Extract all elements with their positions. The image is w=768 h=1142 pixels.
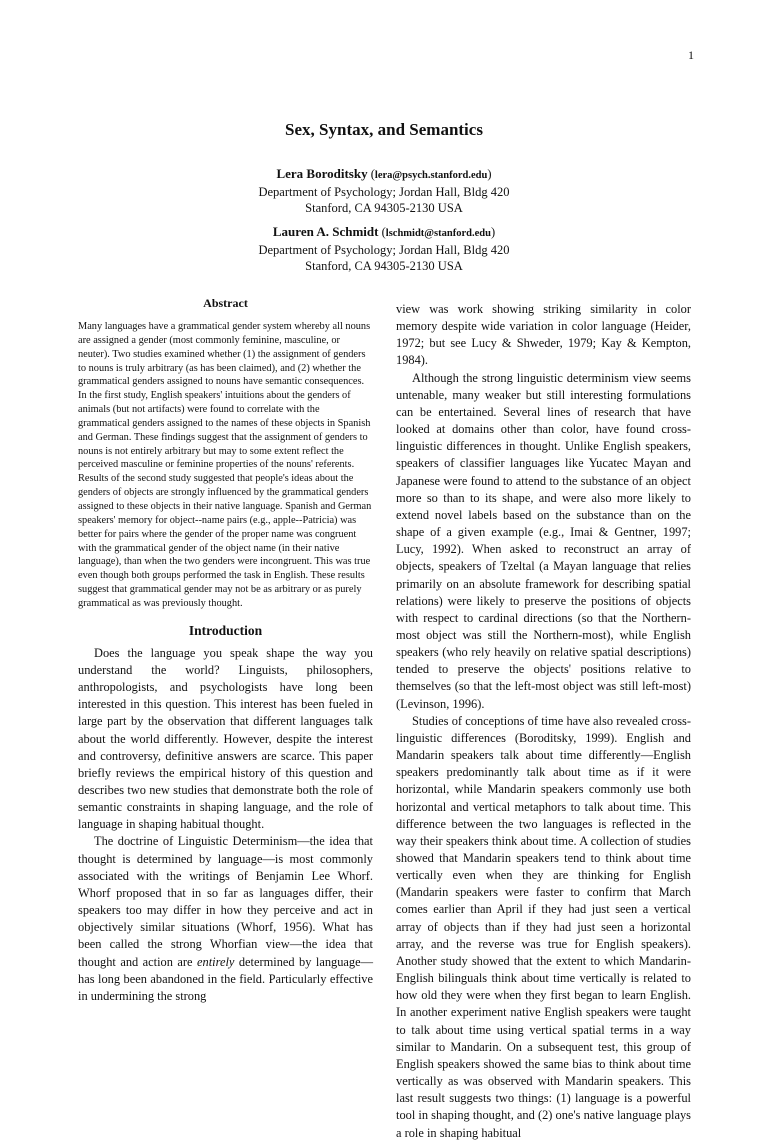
left-column <box>78 296 373 1005</box>
author-email: lera@psych.stanford.edu <box>374 170 488 181</box>
paragraph: The doctrine of Linguistic Determinism—the idea that thought is determined by language—is most commonly associated with the writings of Benjamin Lee Whorf. Whorf proposed that in so far as languages differ, their speakers too may differ in how they perceive and act in objectively similar situations (Whorf, 1956). What has been called the strong Whorfian view—the idea that thought and action are entirely determined by language—has long been abandoned in the field. Particularly effective in undermining the strong <box>78 834 374 1003</box>
introduction-heading: Introduction <box>188 622 263 638</box>
author-name: Lera Boroditsky <box>276 166 368 181</box>
paragraph: view was work showing striking similarity in color memory despite wide variation in color language (Heider, 1972; but see Lucy & Shweder, 1979; Kay & Kempton, 1984). <box>396 302 691 368</box>
author-email: lschmidt@stanford.edu <box>385 228 491 239</box>
abstract-heading: Abstract <box>203 296 248 310</box>
author-address: Stanford, CA 94305-2130 USA <box>305 201 463 215</box>
paragraph: Although the strong linguistic determinism view seems untenable, many weaker but still interesting formulations can be entertained. Several lines of research that have looked at domains other than color, have found cross-linguistic differences in thought. Unlike English speakers, speakers of classifier languages like Yucatec Mayan and Japanese were found to attend to the substance of an object more so than to its shape, and were also more likely to extend novel labels based on the substance than on the shape of a given example (e.g., Imai & Gentner, 1997; Lucy, 1992). When asked to reconstruct an array of objects, speakers of Tzeltal (a Mayan language that relies primarily on an absolute framework for describing spatial relations) were likely to preserve the positions of objects with respect to cardinal directions (so that the Northern-most object was still the Northern-most), while English speakers (who rely heavily on relative spatial descriptions) tended to preserve the objects' positions relative to themselves (so that the left-most object was still left-most) (Levinson, 1996). <box>396 370 691 711</box>
author-name: Lauren A. Schmidt <box>272 224 379 239</box>
paper-title: Sex, Syntax, and Semantics <box>285 120 483 139</box>
introduction-body <box>78 645 373 1005</box>
author-address: Stanford, CA 94305-2130 USA <box>305 259 463 273</box>
abstract-text: Many languages have a grammatical gender system whereby all nouns are assigned a gender (most commonly feminine, masculine, or neuter). Two studies examined whether (1) the assignment of genders to nouns is truly arbitrary (as has been claimed), and (2) whether the grammatical genders assigned to nouns have semantic consequences. In the first study, English speakers' intuitions about the genders of animals (but not artifacts) were found to correlate with the grammatical genders assigned to the names of these objects in Spanish and German. These findings suggest that the assignment of genders to nouns is not entirely arbitrary but may to some extent reflect the perceived masculine or feminine properties of the nouns' referents. Results of the second study suggested that people's ideas about the genders of objects are strongly influenced by the grammatical genders assigned to these objects in their native language. Spanish and German speakers' memory for object--name pairs (e.g., apple--Patricia) was better for pairs where the gender of the proper name was congruent with the grammatical gender of the object name (in their native language), than when the two genders were incongruent. This was true even though both groups performed the task in English. These results suggest that grammatical gender may not be as arbitrary or as purely grammatical as was previously thought. <box>78 321 372 609</box>
author-block-2: Lauren A. Schmidt (lschmidt@stanford.edu) Department of Psychology; Jordan Hall, Bldg 420 Stanford, CA 94305-2130 USA <box>0 224 768 274</box>
emphasis: entirely <box>197 954 235 969</box>
author-affiliation: Department of Psychology; Jordan Hall, Bldg 420 <box>258 185 510 199</box>
author-affiliation: Department of Psychology; Jordan Hall, Bldg 420 <box>258 243 510 257</box>
right-column <box>396 301 691 1142</box>
page-number: 1 <box>688 48 694 62</box>
paragraph: Studies of conceptions of time have also revealed cross-linguistic differences (Boroditsky, 1999). English and Mandarin speakers talk about time differently—English speakers predominantly talk about time as if it were horizontal, while Mandarin speakers commonly use both horizontal and vertical metaphors to talk about time. This difference between the two languages is reflected in the way their speakers think about time. A collection of studies showed that Mandarin speakers tend to think about time vertically even when they are thinking for English (Mandarin speakers were faster to confirm that March comes earlier than April if they had just seen a vertical array of objects than if they had just seen a horizontal array, and the reverse was true for English speakers). Another study showed that the extent to which Mandarin-English bilinguals think about time vertically is related to how old they were when they first began to learn English. In another experiment native English speakers were taught to talk about time using vertical spatial terms in a way similar to Mandarin. On a subsequent test, this group of English speakers showed the same bias to think about time vertically as was observed with Mandarin speakers. This last result suggests two things: (1) language is a powerful tool in shaping thought, and (2) one's native language plays a role in shaping habitual <box>396 713 691 1140</box>
paragraph: Does the language you speak shape the way you understand the world? Linguists, philosophers, anthropologists, and psychologists have long been interested in this question. This interest has been fueled in large part by the observation that different languages talk about the world differently. However, despite the interest and controversy, definitive answers are scarce. This paper briefly reviews the empirical history of this question and describes two new studies that demonstrate both the role of semantic constraints in shaping language, and the role of language in shaping habitual thought. <box>78 645 373 832</box>
author-block-1: Lera Boroditsky (lera@psych.stanford.edu) Department of Psychology; Jordan Hall, Bldg 420 Stanford, CA 94305-2130 USA <box>0 166 768 216</box>
